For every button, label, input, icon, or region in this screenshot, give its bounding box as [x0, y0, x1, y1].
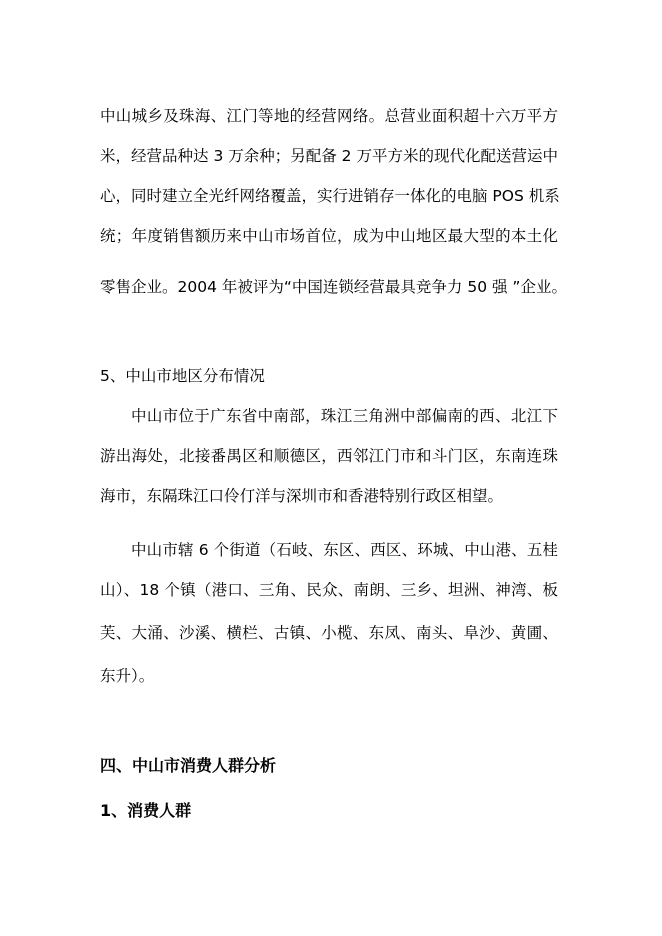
intro-line-1: 中山城乡及珠海、江门等地的经营网络。总营业面积超十六万平方: [100, 107, 558, 125]
section5-para1-line-2: 游出海处，北接番禺区和顺德区，西邻江门市和斗门区，东南连珠: [100, 447, 558, 465]
section5-para1-line-1: 中山市位于广东省中南部，珠江三角洲中部偏南的西、北江下: [131, 407, 558, 425]
section5-para2-line-1: 中山市辖 6 个街道（石岐、东区、西区、环城、中山港、五桂: [131, 541, 558, 559]
section4-heading: 四、中山市消费人群分析: [100, 756, 277, 775]
section5-heading: 5、中山市地区分布情况: [100, 367, 265, 385]
section5-para2-line-4: 东升）。: [100, 667, 155, 685]
intro-line-2: 米，经营品种达 3 万余种；另配备 2 万平方米的现代化配送营运中: [100, 147, 558, 165]
subheading-consumer-groups: 1、消费人群: [100, 801, 192, 820]
section5-para1-line-3: 海市，东隔珠江口伶仃洋与深圳市和香港特别行政区相望。: [100, 487, 504, 505]
intro-line-3: 心，同时建立全光纤网络覆盖，实行进销存一体化的电脑 POS 机系: [100, 187, 560, 205]
section5-para2-line-3: 芙、大涌、沙溪、横栏、古镇、小榄、东凤、南头、阜沙、黄圃、: [100, 624, 558, 642]
intro-line-5: 零售企业。2004 年被评为“中国连锁经营最具竞争力 50 强 ”企业。: [100, 278, 567, 296]
intro-line-4: 统；年度销售额历来中山市场首位，成为中山地区最大型的本土化: [100, 227, 558, 245]
section5-para2-line-2: 山）、18 个镇（港口、三角、民众、南朗、三乡、坦洲、神湾、板: [100, 581, 558, 599]
